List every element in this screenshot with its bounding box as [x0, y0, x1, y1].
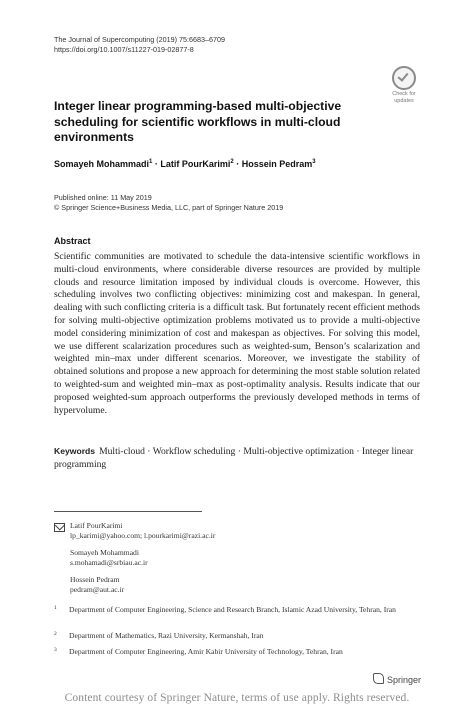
publication-info	[54, 193, 283, 213]
check-for-updates-badge[interactable]	[387, 66, 421, 104]
published-date: Published online: 11 May 2019	[54, 193, 152, 202]
affiliation-item	[54, 647, 420, 657]
article-title: Integer linear programming-based multi-objective scheduling for scientific workflows in multi-cloud environments	[54, 99, 342, 144]
journal-header	[54, 35, 225, 55]
doi-link[interactable]: https://doi.org/10.1007/s11227-019-02877-8	[54, 45, 194, 54]
journal-citation: The Journal of Supercomputing (2019) 75:6683–6709	[54, 35, 226, 44]
correspondence-name: Latif PourKarimi	[70, 521, 123, 530]
springer-horse-icon	[373, 673, 384, 684]
author-name[interactable]: Hossein Pedram	[241, 159, 313, 169]
author-separator: ·	[152, 159, 161, 169]
envelope-icon	[54, 523, 65, 532]
keywords-list: Multi-cloud · Workflow scheduling · Multi-objective optimization · Integer linear programming	[54, 446, 414, 470]
author-name[interactable]: Somayeh Mohammadi	[54, 159, 150, 169]
author-affil-mark: 2	[230, 159, 234, 165]
abstract-text: Scientific communities are motivated to schedule the data-intensive scientific workflows in multi-cloud environments, where considerable diverse resources are provided by multiple clouds and resource limitation imposed by individual clouds is overcome. However, this scheduling involves two conflicting objectives: minimizing cost and makespan. In general, dealing with such conflicting criteria is a difficult task. But fortunately recent efficient methods for solving multi-objective optimization problems motivated us to provide a multi-objective model considering minimization of cost and makespan as objectives. For solving this model, we use different scalarization procedures such as weighted-sum, Benson’s scalarization and weighted min–max under different scenarios. Moreover, we investigate the stability of obtained solutions and propose a new approach for determining the most stable solution related to weighted-sum and weighted min–max as post-optimality analysis. Results indicate that our proposed weighted-sum approach outperforms the previously developed methods in terms of hypervolume.	[54, 251, 420, 416]
copyright-notice: © Springer Science+Business Media, LLC, part of Springer Nature 2019	[54, 203, 284, 212]
affiliation-number: 2	[54, 631, 57, 637]
keywords-section	[54, 445, 420, 472]
badge-label-1: Check for	[392, 91, 416, 97]
publisher-logo	[373, 673, 421, 685]
correspondence-email[interactable]: lp_karimi@yahoo.com; l.pourkarimi@razi.ac.ir	[70, 531, 216, 541]
abstract-heading: Abstract	[54, 236, 91, 246]
author-affil-mark: 1	[149, 159, 153, 165]
affiliation-text: Department of Mathematics, Razi University, Kermanshah, Iran	[69, 631, 264, 640]
footnote-divider	[54, 511, 202, 512]
correspondence-email[interactable]: s.mohamadi@srbiau.ac.ir	[70, 558, 148, 568]
affiliation-text: Department of Computer Engineering, Amir Kabir University of Technology, Tehran, Iran	[69, 647, 343, 656]
author-name[interactable]: Latif PourKarimi	[160, 159, 231, 169]
affiliation-item	[54, 605, 420, 615]
courtesy-footer: Content courtesy of Springer Nature, terms of use apply. Rights reserved.	[64, 692, 410, 704]
check-mark-icon	[392, 66, 416, 90]
author-separator: ·	[233, 159, 242, 169]
publisher-name: Springer	[387, 675, 422, 685]
correspondence-name: Somayeh Mohammadi	[70, 548, 139, 557]
correspondence-entry	[70, 521, 215, 541]
affiliation-text: Department of Computer Engineering, Science and Research Branch, Islamic Azad University, Tehran, Iran	[69, 605, 396, 614]
correspondence-name: Hossein Pedram	[70, 575, 120, 584]
author-affil-mark: 3	[312, 159, 316, 165]
author-list	[54, 159, 316, 169]
affiliation-number: 1	[54, 605, 57, 611]
badge-label-2: updates	[394, 98, 414, 104]
correspondence-email[interactable]: pedram@aut.ac.ir	[70, 585, 125, 595]
correspondence-entry	[70, 548, 148, 568]
keywords-heading: Keywords	[54, 446, 96, 456]
affiliation-item	[54, 631, 420, 641]
correspondence-entry	[70, 575, 124, 595]
affiliation-number: 3	[54, 647, 57, 653]
